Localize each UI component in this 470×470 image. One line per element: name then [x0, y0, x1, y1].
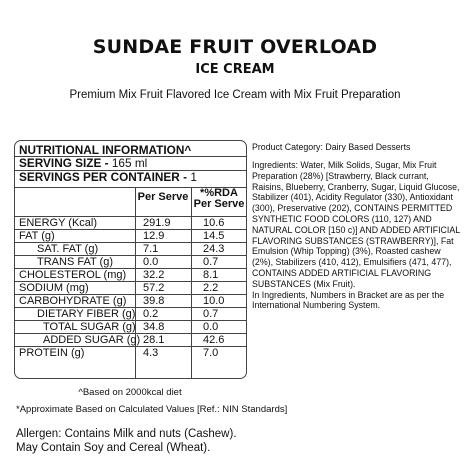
- servings-per-container: [19, 170, 197, 184]
- rda-value: 2.2: [203, 282, 219, 294]
- nutrient-label: TOTAL SUGAR (g): [43, 321, 136, 333]
- product-category: Product Category: Dairy Based Desserts: [252, 142, 411, 152]
- rda-value: 0.0: [203, 321, 219, 333]
- table-row: [15, 308, 246, 321]
- per-serve-value: 34.8: [143, 321, 165, 333]
- serving-size-label: SERVING SIZE -: [19, 156, 109, 170]
- table-row: [15, 256, 246, 269]
- diet-note: ^Based on 2000kcal diet: [78, 387, 182, 398]
- serving-size-value: 165 ml: [111, 156, 148, 170]
- col-rda-line2: Per Serve: [193, 198, 245, 210]
- nutrient-label: CHOLESTEROL (mg): [19, 269, 127, 281]
- product-title: SUNDAE FRUIT OVERLOAD: [92, 36, 378, 58]
- table-row: [15, 334, 246, 347]
- ingredients-text: Ingredients: Water, Milk Solids, Sugar, Mix Fruit Preparation (28%) [Strawberry, Black currant, Raisins, Blueberry, Cranberry, Sugar, Liquid Glucose, Stabilizer (401), Acidity Regulator (330), Antioxidant (300), Preservative (202), CONTAINS PERMITTED SYNTHETIC FOOD COLORS (110, 127) AND NATURAL COLOR [150 c)] AND ADDED ARTIFICIAL FLAVORING SUBSTANCES (STRAWBERRY)], Fat Emulsion (Whip Topping) (3%), Roasted cashew (2%), Stabilizers (410, 412), Emulsifiers (471, 477), CONTAINS ADDED ARTIFICIAL FLAVORING SUBSTANCES (Mix Fruit).: [252, 160, 460, 289]
- nutrient-label: SAT. FAT (g): [37, 243, 99, 255]
- rda-value: 8.1: [203, 269, 219, 281]
- nutrition-panel: [14, 140, 247, 379]
- product-description: Premium Mix Fruit Flavored Ice Cream with Mix Fruit Preparation: [69, 89, 401, 101]
- nutrient-label: ADDED SUGAR (g): [43, 334, 141, 346]
- per-serve-value: 28.1: [143, 334, 165, 346]
- table-row: [15, 321, 246, 334]
- table-row: [15, 269, 246, 282]
- rda-value: 0.7: [203, 256, 219, 268]
- table-row: [15, 282, 246, 295]
- per-serve-value: 0.0: [143, 256, 159, 268]
- allergen-info: [16, 427, 316, 455]
- nutrient-label: PROTEIN (g): [19, 347, 85, 359]
- table-row: [15, 217, 246, 230]
- nutrient-label: CARBOHYDRATE (g): [19, 295, 127, 307]
- table-row: [15, 243, 246, 256]
- rda-value: 10.6: [203, 217, 225, 229]
- rda-value: 24.3: [203, 243, 225, 255]
- product-subtitle: ICE CREAM: [195, 62, 275, 77]
- nutrient-label: SODIUM (mg): [19, 282, 89, 294]
- serving-size: [19, 156, 147, 170]
- table-row: [15, 295, 246, 308]
- per-serve-value: 291.9: [143, 217, 171, 229]
- rda-value: 7.0: [203, 347, 219, 359]
- rda-value: 0.7: [203, 308, 219, 320]
- per-serve-value: 7.1: [143, 243, 159, 255]
- per-serve-value: 0.2: [143, 308, 159, 320]
- table-row: [15, 230, 246, 243]
- nutrition-rows: [15, 217, 246, 360]
- col-per-serve: Per Serve: [137, 191, 189, 203]
- per-serve-value: 4.3: [143, 347, 159, 359]
- nutrient-label: ENERGY (Kcal): [19, 217, 98, 229]
- nutrient-label: DIETARY FIBER (g): [37, 308, 136, 320]
- nutrient-label: FAT (g): [19, 230, 55, 242]
- table-row: [15, 347, 246, 360]
- allergen-line1: Allergen: Contains Milk and nuts (Cashew).: [16, 428, 237, 440]
- allergen-line2: May Contain Soy and Cereal (Wheat).: [16, 442, 211, 454]
- rda-value: 14.5: [203, 230, 225, 242]
- servings-label: SERVINGS PER CONTAINER -: [19, 170, 188, 184]
- per-serve-value: 57.2: [143, 282, 165, 294]
- per-serve-value: 39.8: [143, 295, 165, 307]
- per-serve-value: 32.2: [143, 269, 165, 281]
- nutrition-table-header: [15, 188, 246, 218]
- col-rda: [191, 188, 247, 210]
- ingredients-block: [252, 160, 462, 311]
- per-serve-value: 12.9: [143, 230, 165, 242]
- servings-value: 1: [190, 170, 197, 184]
- numbering-note: In Ingredients, Numbers in Bracket are as per the International Numbering System.: [252, 289, 445, 311]
- nutrient-label: TRANS FAT (g): [37, 256, 113, 268]
- col-rda-line1: *%RDA: [200, 187, 238, 199]
- nutrition-heading: NUTRITIONAL INFORMATION^: [19, 143, 192, 157]
- approx-note: *Approximate Based on Calculated Values [Ref.: NIN Standards]: [16, 404, 288, 415]
- rda-value: 42.6: [203, 334, 225, 346]
- rda-value: 10.0: [203, 295, 225, 307]
